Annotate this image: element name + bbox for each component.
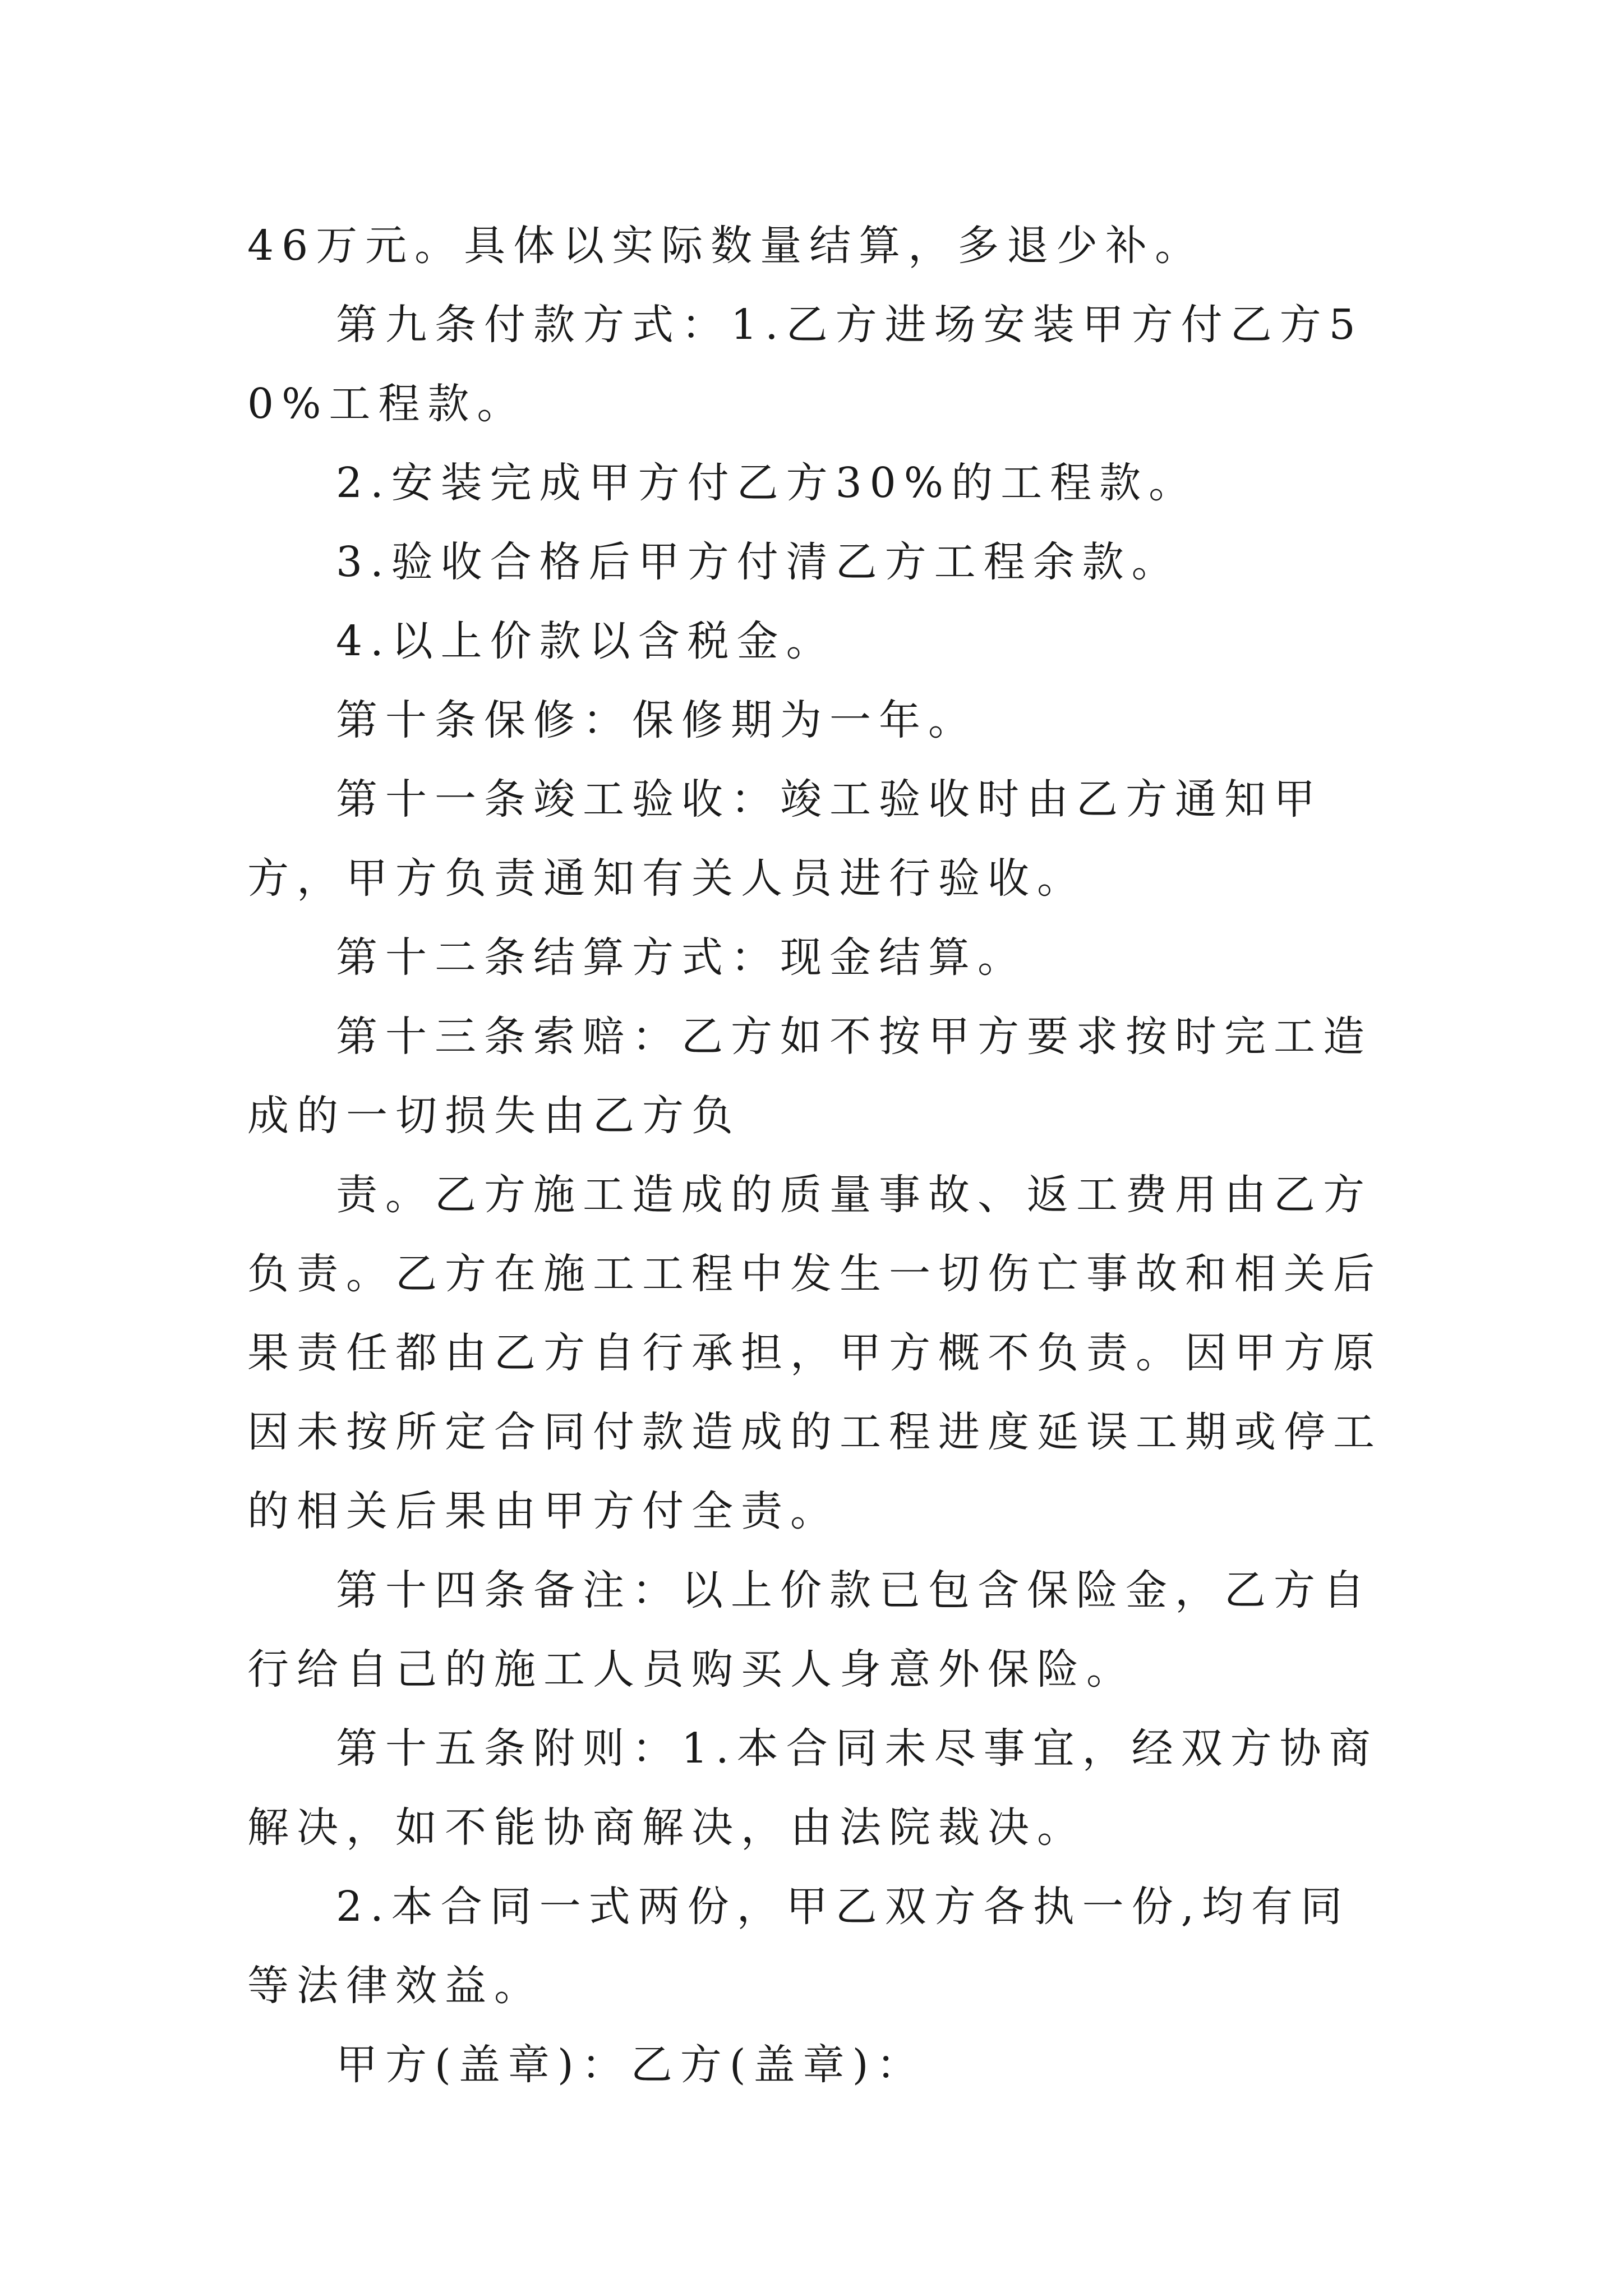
paragraph-article-9-payment: 第九条付款方式：1.乙方进场安装甲方付乙方50%工程款。 <box>247 301 1363 428</box>
paragraph-payment-item-3: 3.验收合格后甲方付清乙方工程余款。 <box>336 538 1181 586</box>
paragraph-article-14-notes: 第十四条备注：以上价款已包含保险金，乙方自行给自己的施工人员购买人身意外保险。 <box>247 1566 1372 1694</box>
paragraph-article-10-warranty: 第十条保修：保修期为一年。 <box>336 696 978 744</box>
paragraph-amount: 46万元。具体以实际数量结算，多退少补。 <box>247 222 1205 270</box>
document-body <box>247 206 1391 2105</box>
paragraph-payment-item-4: 4.以上价款以含税金。 <box>336 617 836 665</box>
paragraph-supplementary-item-2: 2.本合同一式两份，甲乙双方各执一份,均有同等法律效益。 <box>247 1883 1350 2010</box>
paragraph-article-13-continued: 责。乙方施工造成的质量事故、返工费用由乙方负责。乙方在施工工程中发生一切伤亡事故和相关后果责任都由乙方自行承担，甲方概不负责。因甲方原因未按所定合同付款造成的工程进度延误工期或停工的相关后果由甲方付全责。 <box>247 1171 1382 1535</box>
paragraph-article-12-settlement: 第十二条结算方式：现金结算。 <box>336 933 1027 982</box>
signature-line: 甲方(盖章)：乙方(盖章)： <box>336 2041 926 2089</box>
paragraph-article-15-supplementary: 第十五条附则：1.本合同未尽事宜，经双方协商解决，如不能协商解决，由法院裁决。 <box>247 1724 1378 1852</box>
paragraph-article-11-acceptance: 第十一条竣工验收：竣工验收时由乙方通知甲方，甲方负责通知有关人员进行验收。 <box>247 775 1323 903</box>
paragraph-article-13-claims: 第十三条索赔：乙方如不按甲方要求按时完工造成的一切损失由乙方负 <box>247 1013 1372 1140</box>
paragraph-payment-item-2: 2.安装完成甲方付乙方30%的工程款。 <box>336 459 1198 507</box>
